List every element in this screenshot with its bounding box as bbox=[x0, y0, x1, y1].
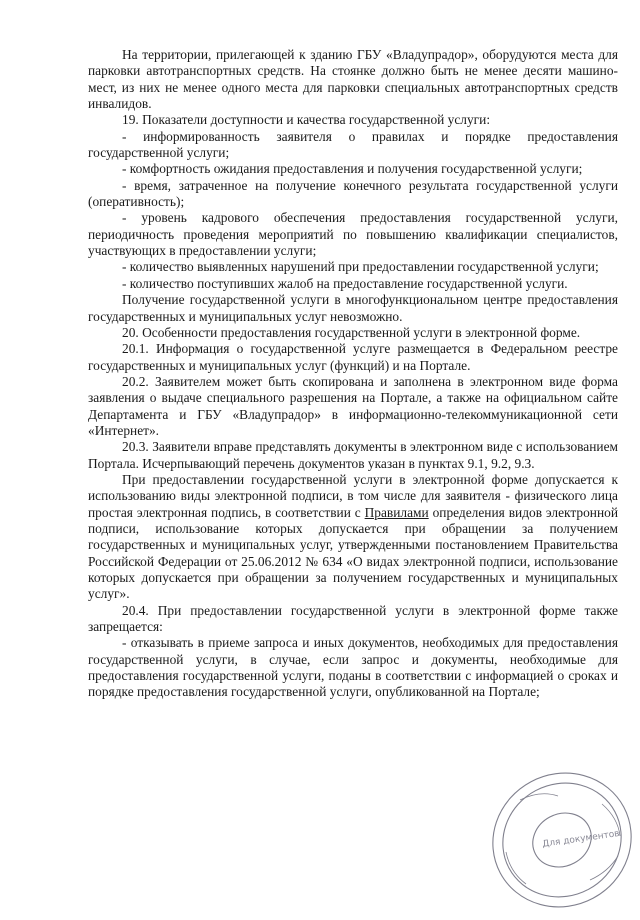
paragraph-19-item-4: - уровень кадрового обеспечения предоставления государственной услуги, периодичность проведения мероприятий по повышению квалификации специалистов, участвующих в предоставлении услуги; bbox=[88, 210, 618, 259]
paragraph-19-item-1: - информированность заявителя о правилах и порядке предоставления государственной услуги; bbox=[88, 128, 618, 161]
paragraph-19-heading: 19. Показатели доступности и качества государственной услуги: bbox=[122, 112, 491, 128]
signature-text-before: При предоставлении государственной услуги в электронной форме допускается к использованию виды электронной подписи, в том числе для заявителя - физического лица простая электронная подпись, в соответствии с bbox=[88, 471, 618, 520]
rules-link[interactable]: Правилами bbox=[364, 504, 429, 520]
paragraph-20-2: 20.2. Заявителем может быть скопирована и заполнена в электронном виде форма заявления о выдаче специального разрешения на Портале, а также на официальном сайте Департамента и ГБУ «Владупрадор» в информационно-телекоммуникационной сети «Интернет». bbox=[88, 373, 618, 438]
paragraph-19-item-2: - комфортность ожидания предоставления и получения государственной услуги; bbox=[122, 161, 583, 177]
document-body bbox=[88, 47, 618, 701]
paragraph-20-4-item-1: - отказывать в приеме запроса и иных документов, необходимых для предоставления государственной услуги, в случае, если запрос и документы, необходимые для предоставления государственной услуги, поданы в соответствии с информацией о сроках и порядке предоставления государственной услуги, опубликованной на Портале; bbox=[88, 635, 618, 700]
signature-text-after: определения видов электронной подписи, использование которых допускается при обращении за получением государственных и муниципальных услуг, утвержденными постановлением Правительства Российской Федерации от 25.06.2012 № 634 «О видах электронной подписи, использование которых допускается при обращении за получением государственных и муниципальных услуг». bbox=[88, 504, 618, 602]
paragraph-20-heading: 20. Особенности предоставления государственной услуги в электронной форме. bbox=[122, 324, 581, 340]
paragraph-mfc: Получение государственной услуги в многофункциональном центре предоставления государственных и муниципальных услуг невозможно. bbox=[88, 292, 618, 324]
paragraph-19-item-3: - время, затраченное на получение конечного результата государственной услуги (оперативность); bbox=[88, 177, 618, 210]
paragraph-20-3: 20.3. Заявители вправе представлять документы в электронном виде с использованием Портала. Исчерпывающий перечень документов указан в пунктах 9.1, 9.2, 9.3. bbox=[88, 439, 618, 471]
official-stamp bbox=[480, 760, 640, 920]
paragraph-20-1: 20.1. Информация о государственной услуге размещается в Федеральном реестре государственных и муниципальных услуг (функций) и на Портале. bbox=[88, 341, 618, 373]
stamp-center-text: Для документов bbox=[541, 828, 621, 850]
paragraph-19-item-6: - количество поступивших жалоб на предоставление государственной услуги. bbox=[122, 275, 568, 291]
paragraph-19-item-5: - количество выявленных нарушений при предоставлении государственной услуги; bbox=[122, 259, 599, 275]
paragraph-20-4: 20.4. При предоставлении государственной услуги в электронной форме также запрещается: bbox=[88, 602, 618, 635]
paragraph-parking: На территории, прилегающей к зданию ГБУ «Владупрадор», оборудуются места для парковки автотранспортных средств. На стоянке должно быть не менее десяти машино-мест, из них не менее одного места для парковки специальных автотранспортных средств инвалидов. bbox=[88, 47, 618, 112]
paragraph-signature bbox=[88, 472, 618, 603]
